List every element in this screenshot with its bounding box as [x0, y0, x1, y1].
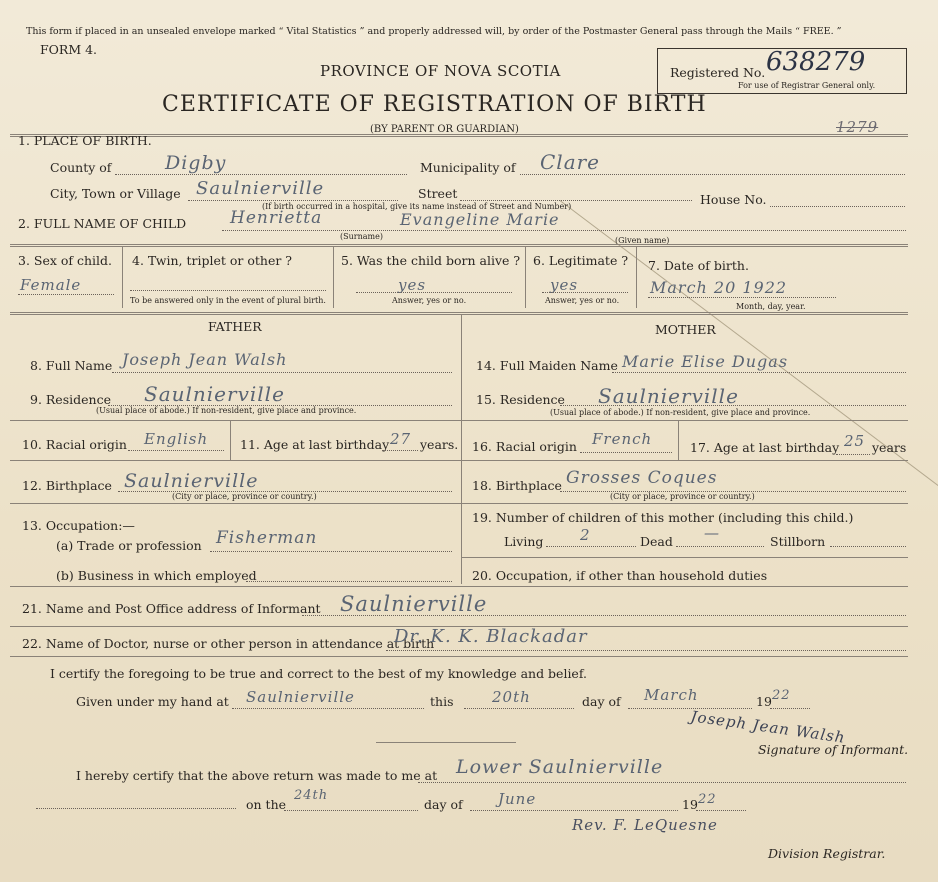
father-res: Saulnierville [144, 382, 285, 406]
county-label: County of [50, 160, 112, 175]
doctor-line [386, 650, 906, 651]
dead-value: — [704, 524, 720, 542]
given-month: March [644, 686, 699, 704]
child-surname: Henrietta [230, 208, 323, 228]
registrar-place: Lower Saulnierville [456, 756, 664, 778]
mother-race-line [580, 452, 672, 453]
father-years: years. [420, 437, 459, 452]
legit-label: 6. Legitimate ? [533, 253, 629, 268]
registrar-year-line [696, 810, 746, 811]
divider [525, 246, 526, 308]
date-note: Month, day, year. [736, 302, 806, 311]
father-res-label: 9. Residence [30, 392, 111, 407]
certify-statement: I certify the foregoing to be true and correct to the best of my knowledge and belief. [50, 666, 587, 681]
street-label: Street [418, 186, 458, 201]
business-label: (b) Business in which employed [56, 568, 257, 583]
sex-value: Female [20, 276, 82, 294]
father-bp-label: 12. Birthplace [22, 478, 112, 493]
mother-name: Marie Elise Dugas [622, 352, 789, 371]
given-label: Given under my hand at [76, 694, 229, 709]
children-label: 19. Number of children of this mother (including this child.) [472, 510, 854, 525]
street-note: (If birth occurred in a hospital, give its name instead of Street and Number) [262, 202, 572, 211]
registered-label: Registered No. [670, 65, 766, 80]
month-line [628, 708, 752, 709]
father-race-label: 10. Racial origin [22, 437, 127, 452]
city-label: City, Town or Village [50, 186, 181, 201]
registrar-day-of: day of [424, 797, 463, 812]
stillborn-line [830, 546, 906, 547]
dead-label: Dead [640, 534, 673, 549]
father-age-line [382, 450, 418, 451]
divider [122, 246, 123, 308]
divider [10, 312, 908, 315]
doctor-label: 22. Name of Doctor, nurse or other person in attendance at birth [22, 636, 435, 651]
business-line [246, 581, 452, 582]
father-res-note: (Usual place of abode.) If non-resident, give place and province. [96, 406, 357, 415]
registrar-month: June [498, 790, 537, 808]
mother-race-label: 16. Racial origin [472, 439, 577, 454]
sex-label: 3. Sex of child. [18, 253, 113, 268]
occupation-label: 13. Occupation:— [22, 518, 135, 533]
registrar-label: Division Registrar. [768, 846, 886, 861]
mother-years: years [872, 440, 907, 455]
father-age: 27 [390, 430, 412, 448]
legit-note: Answer, yes or no. [545, 296, 620, 305]
father-age-label: 11. Age at last birthday [240, 437, 390, 452]
divider [10, 503, 908, 504]
city-value: Saulnierville [196, 178, 325, 199]
registrar-signature: Rev. F. LeQuesne [572, 816, 718, 834]
lead-line [36, 808, 236, 809]
sex-line [18, 294, 114, 295]
informant-label: 21. Name and Post Office address of Informant [22, 601, 321, 616]
mother-res-label: 15. Residence [476, 392, 565, 407]
divider [462, 557, 908, 558]
doctor-value: Dr. K. K. Blackadar [394, 626, 588, 647]
mother-name-line [612, 372, 906, 373]
registrar-day: 24th [294, 788, 329, 803]
this-label: this [430, 694, 454, 709]
alive-line [356, 292, 512, 293]
day-of-label: day of [582, 694, 621, 709]
registrar-statement: I hereby certify that the above return was made to me at [76, 768, 438, 783]
divider [10, 244, 908, 247]
date-value: March 20 1922 [650, 278, 788, 297]
alive-note: Answer, yes or no. [392, 296, 467, 305]
informant-signature: Joseph Jean Walsh [689, 707, 847, 747]
mother-occupation-label: 20. Occupation, if other than household duties [472, 568, 768, 583]
father-bp-note: (City or place, province or country.) [172, 492, 317, 501]
year-prefix: 19 [756, 694, 772, 709]
page-title: CERTIFICATE OF REGISTRATION OF BIRTH [162, 92, 707, 117]
given-day: 20th [492, 688, 531, 706]
trade-line [210, 551, 452, 552]
given-year: 22 [772, 688, 791, 703]
legit-line [542, 292, 628, 293]
trade-label: (a) Trade or profession [56, 538, 202, 553]
divider [461, 314, 462, 584]
registrar-day-line [284, 810, 418, 811]
father-name-line [112, 372, 452, 373]
divider [376, 742, 516, 743]
child-label: 2. FULL NAME OF CHILD [18, 216, 187, 231]
registrar-month-line [470, 810, 678, 811]
registrar-year-prefix: 19 [682, 797, 698, 812]
year-line [770, 708, 810, 709]
date-label: 7. Date of birth. [648, 258, 749, 273]
registrar-year: 22 [698, 792, 717, 807]
informant-value: Saulnierville [340, 592, 488, 616]
on-the-label: on the [246, 797, 287, 812]
street-line [460, 200, 692, 201]
father-race-line [128, 450, 224, 451]
given-place-line [232, 708, 424, 709]
child-line [222, 230, 906, 231]
father-race: English [144, 430, 209, 448]
county-value: Digby [165, 152, 227, 174]
twin-label: 4. Twin, triplet or other ? [132, 253, 292, 268]
divider [10, 420, 908, 421]
father-name-label: 8. Full Name [30, 358, 113, 373]
trade-value: Fisherman [216, 528, 318, 548]
surname-note: (Surname) [340, 232, 383, 241]
county-line [115, 174, 407, 175]
father-bp: Saulnierville [124, 470, 259, 492]
father-name: Joseph Jean Walsh [122, 350, 288, 369]
mother-age: 25 [844, 432, 866, 450]
mother-age-line [836, 454, 870, 455]
registered-note: For use of Registrar General only. [738, 81, 876, 90]
mother-res-note: (Usual place of abode.) If non-resident, give place and province. [550, 408, 811, 417]
house-label: House No. [700, 192, 767, 207]
mother-bp-label: 18. Birthplace [472, 478, 562, 493]
day-line [464, 708, 574, 709]
child-given-name: Evangeline Marie [400, 210, 560, 229]
signature-label: Signature of Informant. [758, 742, 909, 757]
divider [230, 420, 231, 460]
living-line [546, 546, 636, 547]
date-line [648, 297, 836, 298]
corner-number: 1279 [836, 118, 879, 136]
mother-name-label: 14. Full Maiden Name [476, 358, 618, 373]
municipality-value: Clare [540, 150, 601, 174]
divider [333, 246, 334, 308]
mother-heading: MOTHER [655, 322, 716, 337]
legit-value: yes [550, 276, 579, 294]
page-subtitle: (BY PARENT OR GUARDIAN) [370, 124, 519, 135]
alive-label: 5. Was the child born alive ? [341, 253, 521, 268]
living-label: Living [504, 534, 544, 549]
city-line [188, 200, 398, 201]
province-heading: PROVINCE OF NOVA SCOTIA [320, 62, 561, 80]
mother-race: French [592, 430, 653, 448]
house-line [770, 206, 905, 207]
municipality-label: Municipality of [420, 160, 516, 175]
municipality-line [520, 174, 905, 175]
given-note: (Given name) [615, 236, 670, 245]
registered-box [657, 48, 907, 94]
divider [678, 420, 679, 460]
mother-age-label: 17. Age at last birthday [690, 440, 840, 455]
father-heading: FATHER [208, 319, 262, 334]
registrar-place-line [418, 782, 906, 783]
divider [10, 586, 908, 587]
divider [10, 656, 908, 657]
mother-bp-note: (City or place, province or country.) [610, 492, 755, 501]
mother-res: Saulnierville [598, 384, 739, 408]
dead-line [676, 546, 764, 547]
form-number: FORM 4. [40, 42, 98, 57]
divider [10, 460, 908, 461]
place-heading: 1. PLACE OF BIRTH. [18, 133, 152, 148]
twin-line [130, 290, 326, 291]
mail-notice: This form if placed in an unsealed envelope marked “ Vital Statistics ” and properly addressed will, by order of the Postmaster General pass through the Mails “ FREE. ” [26, 26, 842, 37]
given-place: Saulnierville [246, 688, 355, 706]
alive-value: yes [398, 276, 427, 294]
registered-number: 638279 [766, 47, 866, 77]
living-value: 2 [580, 526, 591, 544]
divider [636, 246, 637, 308]
twin-note: To be answered only in the event of plural birth. [130, 296, 326, 305]
mother-bp: Grosses Coques [566, 468, 718, 488]
stillborn-label: Stillborn [770, 534, 826, 549]
